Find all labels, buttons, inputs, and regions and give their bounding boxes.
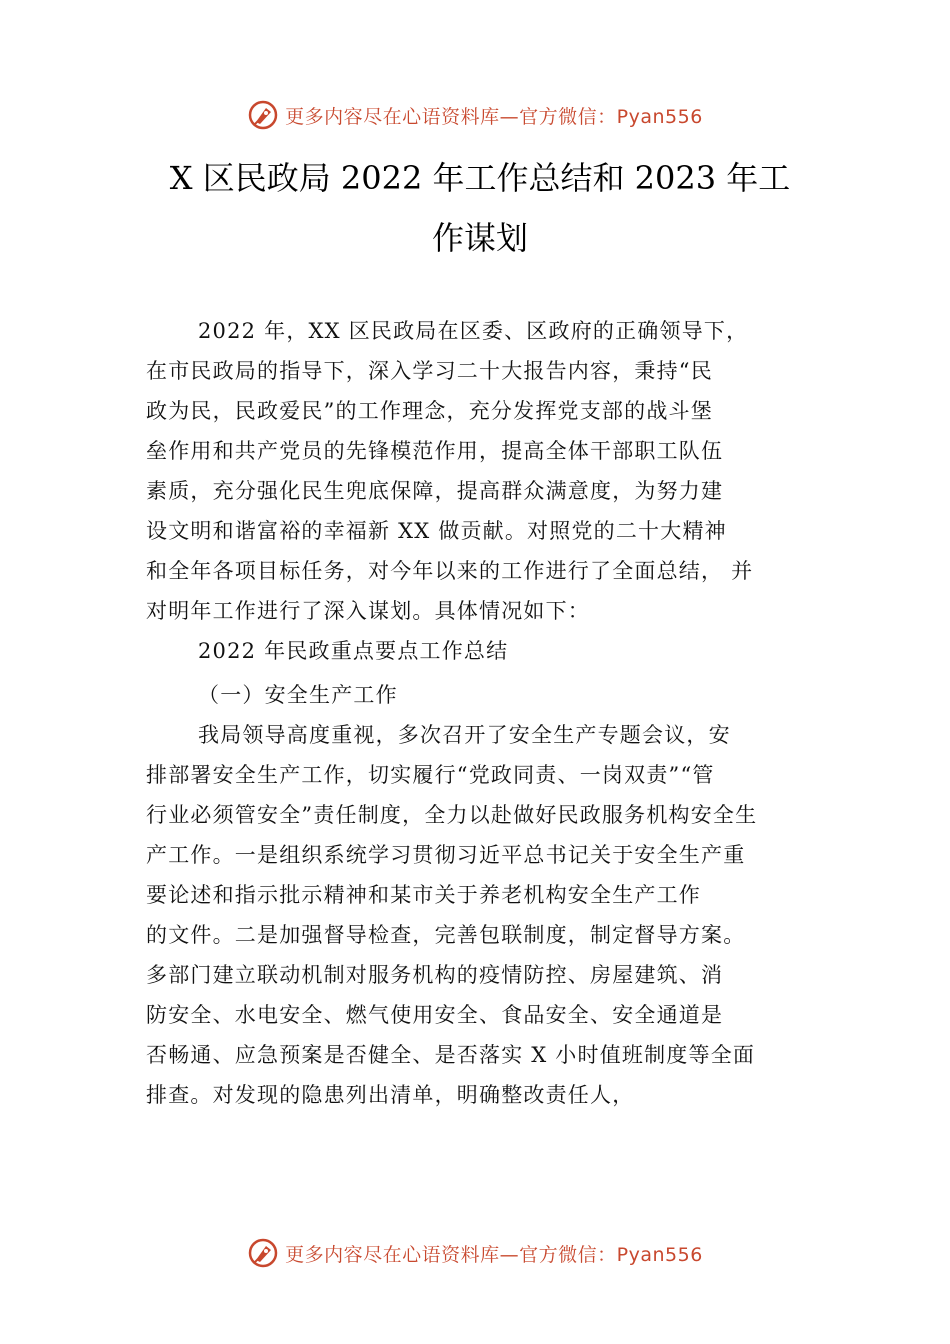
intro-line: 政为民，民政爱民”的工作理念，充分发挥党支部的战斗堡 [146,399,713,423]
body-line: 防安全、水电安全、燃气使用安全、食品安全、安全通道是 [146,1003,724,1027]
body-line: 多部门建立联动机制对服务机构的疫情防控、房屋建筑、消 [146,963,724,987]
footer-banner [0,1233,950,1273]
intro-line: 垒作用和共产党员的先锋模范作用，提高全体干部职工队伍 [146,439,724,463]
body-line: 我局领导高度重视，多次召开了安全生产专题会议，安 [198,723,731,747]
body-line: 的文件。二是加强督导检查，完善包联制度，制定督导方案。 [146,923,746,947]
intro-line: 对明年工作进行了深入谋划。具体情况如下： [146,599,590,623]
pen-nib-logo-icon [247,1237,279,1269]
document-title-line-2: 作谋划 [431,219,528,257]
intro-line: 设文明和谐富裕的幸福新 XX 做贡献。对照党的二十大精神 [146,519,727,543]
subsection-heading: （一）安全生产工作 [198,683,398,707]
body-line: 要论述和指示批示精神和某市关于养老机构安全生产工作 [146,883,701,907]
intro-line: 2022 年，XX 区民政局在区委、区政府的正确领导下， [198,319,749,343]
document-title-line-1: X 区民政局 2022 年工作总结和 2023 年工 [169,159,791,197]
body-line: 排部署安全生产工作，切实履行“党政同责、一岗双责”“管 [146,763,715,787]
body-line: 排查。对发现的隐患列出清单，明确整改责任人， [146,1083,635,1107]
body-line: 否畅通、应急预案是否健全、是否落实 X 小时值班制度等全面 [146,1043,756,1067]
pen-nib-logo-icon [247,99,279,131]
section-heading: 2022 年民政重点要点工作总结 [198,639,509,663]
banner-text: 更多内容尽在心语资料库—官方微信：Pyan556 [285,105,703,128]
intro-line: 在市民政局的指导下，深入学习二十大报告内容，秉持“民 [146,359,713,383]
intro-line: 和全年各项目标任务，对今年以来的工作进行了全面总结， 并 [146,559,754,583]
banner-text: 更多内容尽在心语资料库—官方微信：Pyan556 [285,1243,703,1266]
body-line: 产工作。一是组织系统学习贯彻习近平总书记关于安全生产重 [146,843,746,867]
body-line: 行业必须管安全”责任制度，全力以赴做好民政服务机构安全生 [146,803,758,827]
intro-line: 素质，充分强化民生兜底保障，提高群众满意度，为努力建 [146,479,724,503]
header-banner [0,95,950,135]
